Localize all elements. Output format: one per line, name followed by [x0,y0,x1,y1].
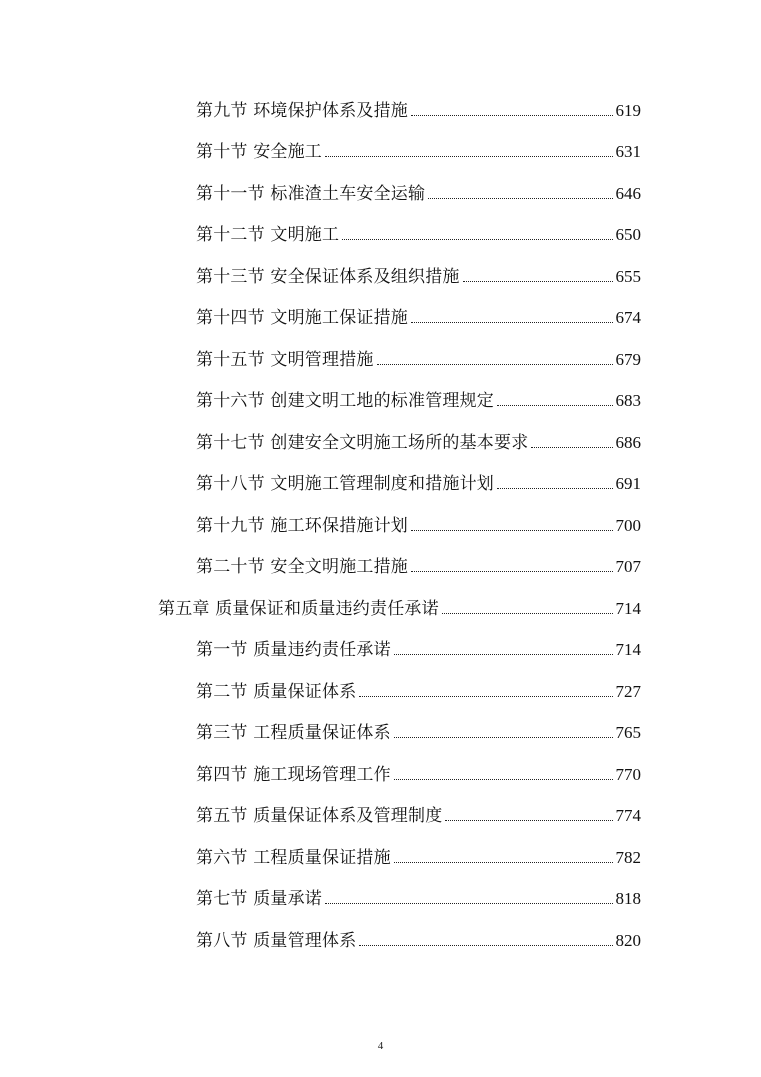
toc-entry-title: 第九节 环境保护体系及措施 [196,100,409,121]
toc-entry-page: 770 [615,764,641,784]
toc-entry-title: 第二十节 安全文明施工措施 [196,557,409,578]
toc-entry[interactable] [0,837,761,879]
toc-entry-page: 700 [615,515,641,535]
toc-dot-leader [377,364,613,365]
toc-entry-page: 714 [615,598,641,618]
toc-dot-leader [325,903,612,904]
toc-dot-leader [411,571,612,572]
toc-entry[interactable] [0,879,761,921]
toc-dot-leader [394,737,613,738]
toc-entry[interactable] [0,754,761,796]
toc-entry[interactable] [0,173,761,215]
toc-entry-page: 727 [615,681,641,701]
toc-entry-title: 第二节 质量保证体系 [196,681,357,702]
toc-dot-leader [497,405,612,406]
toc-entry-page: 765 [615,723,641,743]
table-of-contents [0,90,761,962]
toc-entry-title: 第十八节 文明施工管理制度和措施计划 [196,474,495,495]
toc-entry-page: 646 [615,183,641,203]
toc-entry-page: 774 [615,806,641,826]
toc-entry-title: 第十节 安全施工 [196,142,323,163]
toc-entry[interactable] [0,505,761,547]
toc-entry-page: 619 [615,100,641,120]
toc-entry-page: 650 [615,225,641,245]
toc-entry-page: 818 [615,889,641,909]
toc-chapter-entry[interactable] [0,588,761,630]
toc-entry[interactable] [0,381,761,423]
toc-entry-title: 第十三节 安全保证体系及组织措施 [196,266,460,287]
toc-entry-page: 714 [615,640,641,660]
toc-dot-leader [497,488,612,489]
toc-dot-leader [394,779,613,780]
toc-entry[interactable] [0,339,761,381]
toc-entry-page: 782 [615,847,641,867]
toc-entry[interactable] [0,256,761,298]
toc-entry[interactable] [0,796,761,838]
toc-entry-page: 631 [615,142,641,162]
toc-entry-title: 第六节 工程质量保证措施 [196,847,391,868]
toc-dot-leader [359,696,612,697]
toc-entry-title: 第十二节 文明施工 [196,225,340,246]
toc-entry[interactable] [0,547,761,589]
toc-entry[interactable] [0,422,761,464]
toc-dot-leader [342,239,612,240]
toc-entry[interactable] [0,671,761,713]
toc-dot-leader [359,945,612,946]
toc-entry-page: 691 [615,474,641,494]
toc-entry-title: 第七节 质量承诺 [196,889,323,910]
toc-dot-leader [411,322,612,323]
toc-entry-title: 第八节 质量管理体系 [196,930,357,951]
toc-entry-title: 第十九节 施工环保措施计划 [196,515,409,536]
toc-entry-title: 第十七节 创建安全文明施工场所的基本要求 [196,432,529,453]
toc-entry[interactable] [0,90,761,132]
toc-entry-title: 第一节 质量违约责任承诺 [196,640,391,661]
toc-entry-title: 第五节 质量保证体系及管理制度 [196,806,443,827]
toc-entry-title: 第十一节 标准渣土车安全运输 [196,183,426,204]
toc-entry-title: 第三节 工程质量保证体系 [196,723,391,744]
toc-entry-title: 第十六节 创建文明工地的标准管理规定 [196,391,495,412]
toc-entry-page: 674 [615,308,641,328]
toc-dot-leader [445,820,612,821]
toc-entry-title: 第十五节 文明管理措施 [196,349,374,370]
toc-dot-leader [411,115,612,116]
toc-dot-leader [394,654,613,655]
toc-entry-title: 第四节 施工现场管理工作 [196,764,391,785]
toc-dot-leader [325,156,612,157]
toc-entry-page: 679 [615,349,641,369]
toc-entry[interactable] [0,464,761,506]
toc-dot-leader [411,530,612,531]
toc-entry[interactable] [0,132,761,174]
toc-entry-page: 707 [615,557,641,577]
toc-entry-title: 第五章 质量保证和质量违约责任承诺 [158,598,439,619]
toc-entry[interactable] [0,713,761,755]
toc-entry[interactable] [0,215,761,257]
toc-dot-leader [442,613,613,614]
toc-entry[interactable] [0,630,761,672]
toc-dot-leader [531,447,612,448]
toc-entry[interactable] [0,920,761,962]
toc-dot-leader [428,198,612,199]
toc-entry-page: 820 [615,930,641,950]
toc-entry-page: 686 [615,432,641,452]
page-number: 4 [377,1040,384,1052]
toc-entry-page: 683 [615,391,641,411]
toc-entry-page: 655 [615,266,641,286]
toc-dot-leader [463,281,613,282]
toc-dot-leader [394,862,613,863]
toc-entry-title: 第十四节 文明施工保证措施 [196,308,409,329]
toc-entry[interactable] [0,298,761,340]
